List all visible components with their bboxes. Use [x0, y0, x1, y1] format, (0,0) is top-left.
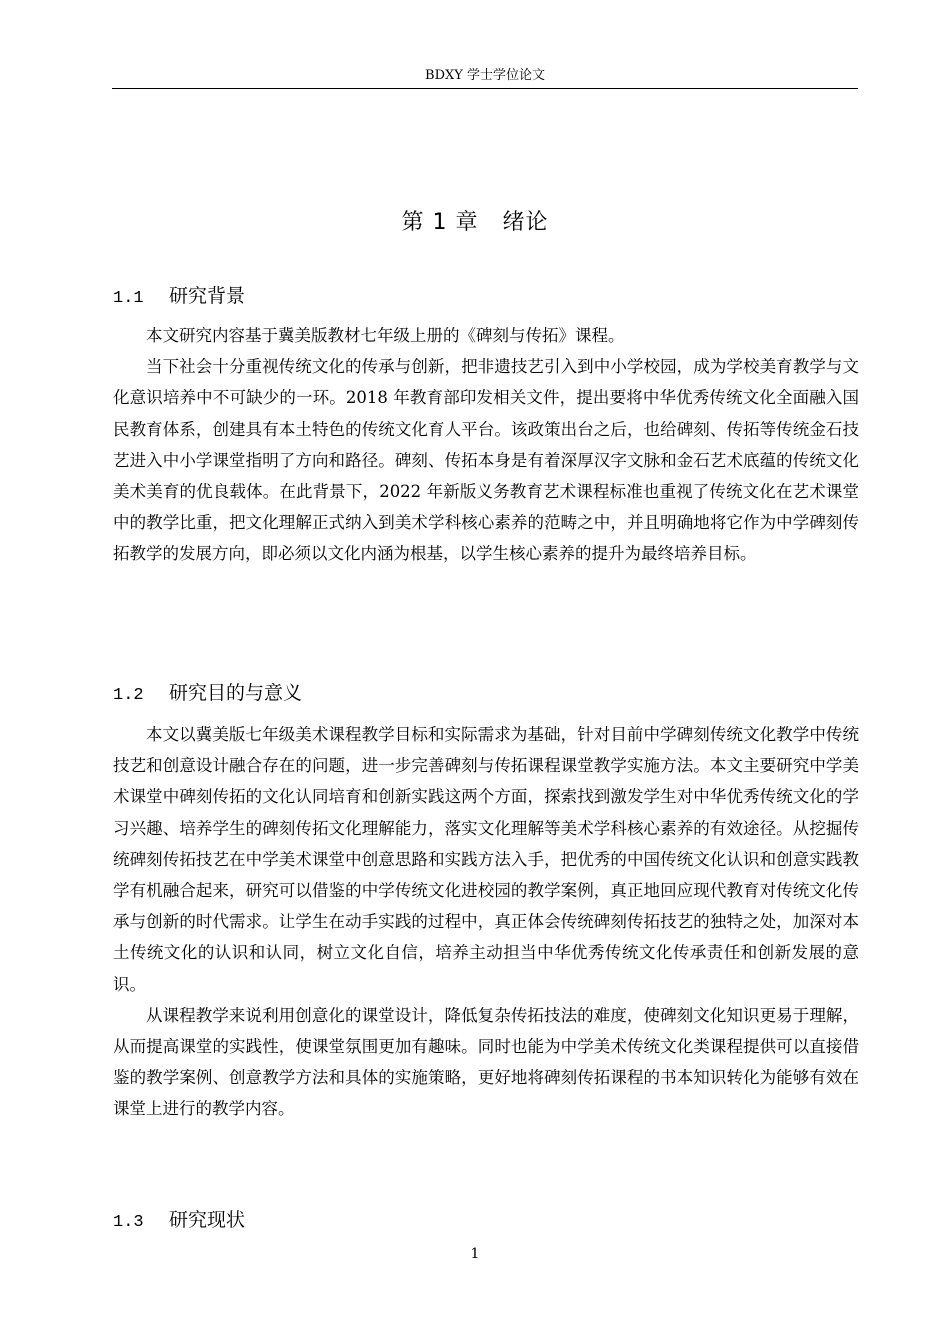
paragraph: 本文以冀美版七年级美术课程教学目标和实际需求为基础，针对目前中学碑刻传统文化教学中传统技艺和创意设计融合存在的问题，进一步完善碑刻与传拓课程课堂教学实施方法。本文主要研究中学美术课堂中碑刻传拓的文化认同培育和创新实践这两个方面，探索找到激发学生对中华优秀传统文化的学习兴趣、培养学生的碑刻传拓文化理解能力，落实文化理解等美术学科核心素养的有效途径。从挖掘传统碑刻传拓技艺在中学美术课堂中创意思路和实践方法入手，把优秀的中国传统文化认识和创意实践教学有机融合起来，研究可以借鉴的中学传统文化进校园的教学案例，真正地回应现代教育对传统文化传承与创新的时代需求。让学生在动手实践的过程中，真正体会传统碑刻传拓技艺的独特之处，加深对本土传统文化的认识和认同，树立文化自信，培养主动担当中华优秀传统文化传承责任和创新发展的意识。	[113, 725, 859, 994]
section-heading-1-2	[113, 680, 302, 709]
section-body-1-1	[113, 320, 859, 570]
chapter-number: 第 1 章	[401, 210, 479, 235]
section-heading-1-1	[113, 283, 245, 312]
section-heading-1-3	[113, 1207, 245, 1236]
section-title: 研究目的与意义	[169, 682, 303, 704]
running-header-title: BDXY 学士学位论文	[425, 68, 545, 83]
section-body-1-2	[113, 719, 859, 1125]
section-title: 研究现状	[169, 1209, 246, 1231]
page-number	[0, 1244, 950, 1264]
paragraph: 本文研究内容基于冀美版教材七年级上册的《碑刻与传拓》课程。	[146, 326, 625, 345]
section-number: 1.3	[113, 1213, 144, 1232]
running-header	[112, 66, 858, 89]
chapter-title	[0, 208, 950, 238]
paragraph: 当下社会十分重视传统文化的传承与创新，把非遗技艺引入到中小学校园，成为学校美育教学与文化意识培养中不可缺少的一环。2018 年教育部印发相关文件，提出要将中华优秀传统文化全面融入国民教育体系，创建具有本土特色的传统文化育人平台。该政策出台之后，也给碑刻、传拓等传统金石技艺进入中小学课堂指明了方向和路径。碑刻、传拓本身是有着深厚汉字文脉和金石艺术底蕴的传统文化美术美育的优良载体。在此背景下，2022 年新版义务教育艺术课程标准也重视了传统文化在艺术课堂中的教学比重，把文化理解正式纳入到美术学科核心素养的范畴之中，并且明确地将它作为中学碑刻传拓教学的发展方向，即必须以文化内涵为根基，以学生核心素养的提升为最终培养目标。	[113, 357, 859, 564]
section-title: 研究背景	[169, 285, 246, 307]
page-number-value: 1	[470, 1246, 480, 1262]
chapter-name: 绪论	[502, 210, 549, 235]
paragraph: 从课程教学来说利用创意化的课堂设计，降低复杂传拓技法的难度，使碑刻文化知识更易于理解，从而提高课堂的实践性，使课堂氛围更加有趣味。同时也能为中学美术传统文化类课程提供可以直接借鉴的教学案例、创意教学方法和具体的实施策略，更好地将碑刻传拓课程的书本知识转化为能够有效在课堂上进行的教学内容。	[113, 1005, 859, 1119]
section-number: 1.2	[113, 686, 144, 705]
section-number: 1.1	[113, 289, 144, 308]
